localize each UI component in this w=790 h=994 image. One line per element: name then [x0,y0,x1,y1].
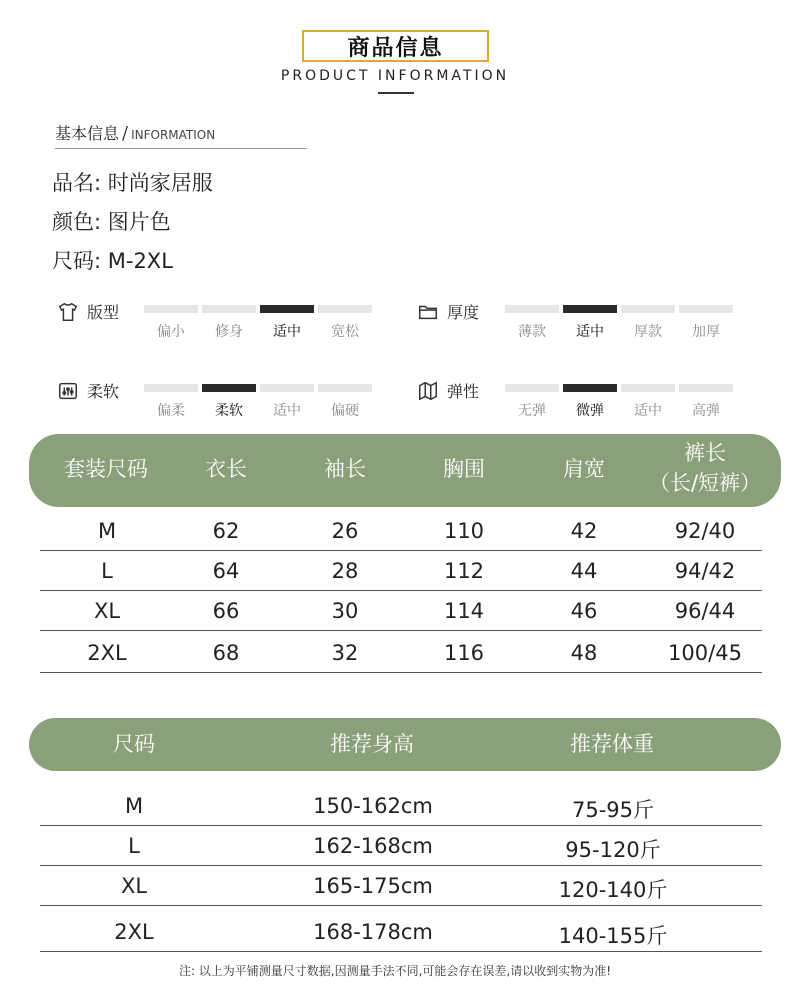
size-header-4: 肩宽 [563,457,605,481]
size-header-0: 套装尺码 [64,457,148,481]
size-header-6: （长/短裤） [648,471,762,495]
table-cell: 120-140斤 [558,878,668,902]
attr-label-2 [57,379,119,402]
scale-segment [202,305,256,313]
scale-option: 修身 [215,324,243,340]
rec-header-1: 推荐身高 [330,732,414,756]
scale-option: 厚款 [634,324,662,340]
size-header-3: 胸围 [443,457,485,481]
product-name: 品名: 时尚家居服 [52,171,213,195]
basic-info-title-cn: 基本信息 [55,124,120,143]
scale-option: 偏硬 [331,403,359,419]
scale-segment [505,384,559,392]
table-cell: 2XL [114,920,154,944]
header-divider [378,92,414,94]
table-cell: 30 [331,599,359,623]
scale-option: 微弹 [576,403,604,419]
scale-option: 柔软 [215,403,243,419]
table-cell: L [101,559,113,583]
table-cell: 92/40 [674,519,736,543]
scale-segment [505,305,559,313]
scale-segment [621,384,675,392]
table-row [40,786,762,826]
table-row [40,551,762,591]
table-cell: 68 [212,641,240,665]
attr-label-1 [417,300,479,323]
size-header-5: 裤长 [684,441,726,465]
attr-label-text: 柔软 [87,382,120,401]
table-row [40,866,762,906]
scale-segment [318,384,372,392]
table-cell: 42 [570,519,598,543]
scale-option: 偏小 [157,324,185,340]
table-cell: 150-162cm [313,794,433,818]
table-cell: 110 [443,519,485,543]
table-cell: 114 [443,599,485,623]
table-cell: M [97,519,117,543]
scale-option: 薄款 [518,324,546,340]
page-subtitle: PRODUCT INFORMATION [280,68,510,84]
scale-option: 偏柔 [157,403,185,419]
table-cell: 75-95斤 [571,798,655,822]
table-cell: 100/45 [668,641,742,665]
product-size: 尺码: M-2XL [52,249,173,273]
basic-info-divider [55,148,307,149]
folder-icon [417,301,439,323]
slash: / [122,123,129,144]
table-cell: 140-155斤 [558,924,668,948]
scale-segment [202,384,256,392]
table-cell: XL [93,599,121,623]
scale-segment [260,384,314,392]
table-cell: M [124,794,144,818]
attr-scale-bar [144,305,373,313]
table-cell: 46 [570,599,598,623]
table-cell: 64 [212,559,240,583]
table-cell: XL [120,874,148,898]
table-cell: 165-175cm [313,874,433,898]
scale-segment [679,305,733,313]
attr-label-3 [417,379,479,402]
table-cell: 112 [443,559,485,583]
scale-option: 无弹 [518,403,546,419]
table-cell: 2XL [87,641,127,665]
rec-header-0: 尺码 [113,732,155,756]
scale-segment [260,305,314,313]
table-cell: 116 [443,641,485,665]
scale-segment [563,384,617,392]
attr-scale-bar [505,384,734,392]
table-cell: 95-120斤 [565,838,661,862]
scale-option: 适中 [634,403,662,419]
sliders-icon [57,380,79,402]
scale-option: 宽松 [331,324,359,340]
attr-scale-bar [144,384,373,392]
table-cell: L [128,834,140,858]
attr-label-text: 弹性 [447,382,480,401]
scale-option: 高弹 [692,403,720,419]
table-cell: 94/42 [674,559,736,583]
map-icon [417,380,439,402]
product-color: 颜色: 图片色 [52,210,171,234]
size-header-2: 袖长 [324,457,366,481]
table-cell: 48 [570,641,598,665]
size-table-header [29,434,781,507]
scale-option: 加厚 [692,324,720,340]
tshirt-icon [57,301,79,323]
table-cell: 162-168cm [313,834,433,858]
table-cell: 96/44 [674,599,736,623]
table-row [40,633,762,673]
table-cell: 32 [331,641,359,665]
attr-scale-bar [505,305,734,313]
attr-label-text: 版型 [87,303,120,322]
scale-segment [144,384,198,392]
table-cell: 62 [212,519,240,543]
scale-option: 适中 [273,324,301,340]
table-row [40,511,762,551]
scale-segment [679,384,733,392]
table-cell: 26 [331,519,359,543]
scale-segment [144,305,198,313]
table-cell: 168-178cm [313,920,433,944]
table-cell: 28 [331,559,359,583]
page-title [302,30,489,62]
scale-segment [563,305,617,313]
scale-option: 适中 [576,324,604,340]
scale-option: 适中 [273,403,301,419]
attr-label-text: 厚度 [447,303,480,322]
basic-info-title [55,121,215,144]
scale-segment [621,305,675,313]
size-header-1: 衣长 [205,457,247,481]
basic-info-title-en: INFORMATION [131,128,216,142]
table-cell: 44 [570,559,598,583]
footnote: 注: 以上为平铺测量尺寸数据,因测量手法不同,可能会存在误差,请以收到实物为准! [178,964,612,978]
table-row [40,826,762,866]
table-row [40,591,762,631]
scale-segment [318,305,372,313]
table-cell: 66 [212,599,240,623]
rec-table-header [29,718,781,771]
page-title-text: 商品信息 [347,35,444,61]
attr-label-0 [57,300,119,323]
rec-header-2: 推荐体重 [570,732,654,756]
table-row [40,912,762,952]
